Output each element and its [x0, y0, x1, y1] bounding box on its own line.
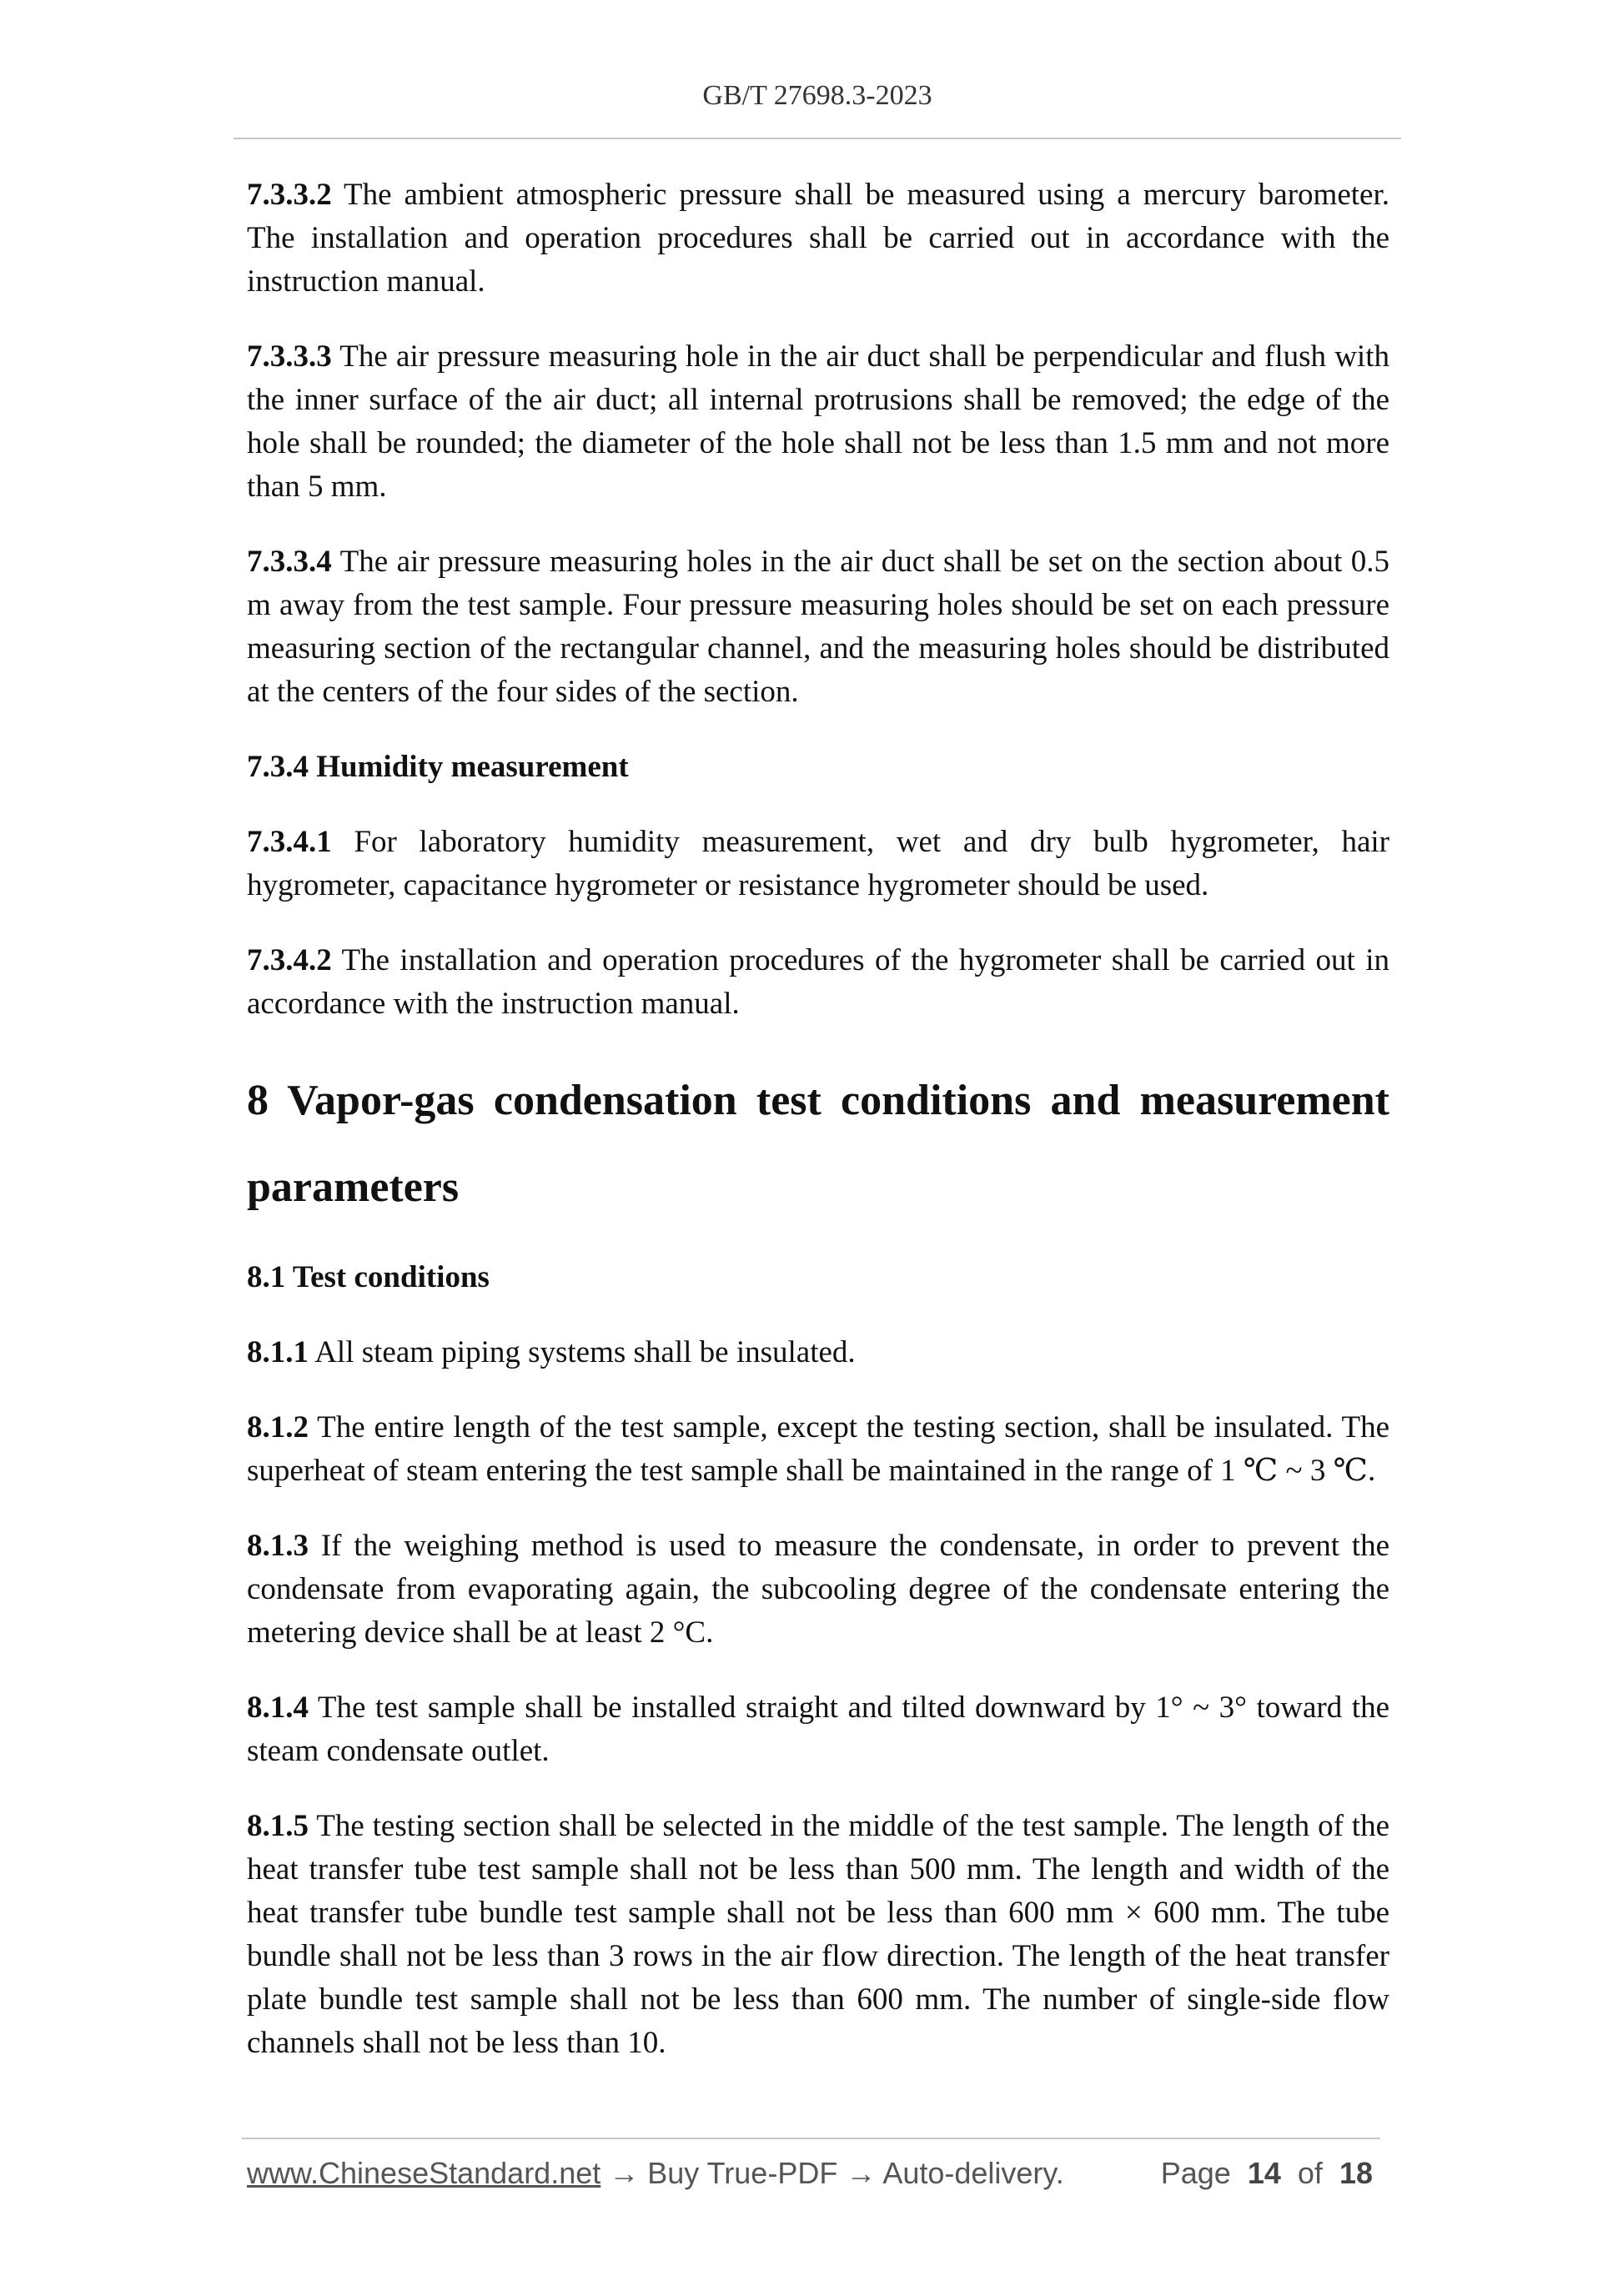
current-page-number: 14 — [1247, 2156, 1281, 2190]
footer-promo-text: → Buy True-PDF → Auto-delivery. — [600, 2156, 1064, 2190]
clause-number: 7.3.3.4 — [247, 545, 332, 579]
clause-number: 8.1.4 — [247, 1691, 309, 1725]
clause-number: 8.1.5 — [247, 1809, 309, 1843]
clause-text: The testing section shall be selected in the middle of the test sample. The length of the heat transfer tube test sample shall not be less than 500 mm. The length and width of the heat transfer tube bundle test sample shall not be less than 600 mm × 600 mm. The tube bundle shall not be less than 3 rows in the air flow direction. The length of the heat transfer plate bundle test sample shall not be less than 600 mm. The number of single-side flow channels shall not be less than 10. — [247, 1809, 1389, 2060]
clause-number: 7.3.4.2 — [247, 943, 332, 977]
clause-number: 8.1.1 — [247, 1335, 309, 1369]
page-indicator — [1161, 2156, 1373, 2191]
clause-number: 7.3.4.1 — [247, 825, 332, 859]
clause-8-1-5 — [247, 1805, 1389, 2065]
clause-text: The test sample shall be installed straight and tilted downward by 1° ~ 3° toward the steam condensate outlet. — [247, 1691, 1389, 1768]
clause-number: 8.1.3 — [247, 1529, 309, 1563]
clause-8-1-1 — [247, 1331, 1389, 1374]
clause-text: The ambient atmospheric pressure shall be measured using a mercury barometer. The installation and operation procedures shall be carried out in accordance with the instruction manual. — [247, 178, 1389, 299]
clause-7-3-4-1 — [247, 821, 1389, 907]
clause-8-1-3 — [247, 1525, 1389, 1655]
clause-7-3-3-4 — [247, 540, 1389, 714]
clause-number: 7.3.3.2 — [247, 178, 332, 212]
clause-text: All steam piping systems shall be insulated. — [309, 1335, 856, 1369]
footer-divider — [242, 2138, 1380, 2139]
document-header: GB/T 27698.3-2023 — [702, 80, 932, 111]
clause-number: 7.3.3.3 — [247, 339, 332, 374]
clause-text: The air pressure measuring holes in the air duct shall be set on the section about 0.5 m away from the test sample. Four pressure measuring holes should be set on each pressure measuring section of the rectangular channel, and the measuring holes should be distributed at the centers of the four sides of the section. — [247, 545, 1389, 709]
section-heading-7-3-4: 7.3.4 Humidity measurement — [247, 750, 629, 784]
page-label: Page — [1160, 2156, 1231, 2190]
clause-7-3-4-2 — [247, 939, 1389, 1026]
page-footer — [247, 2156, 1381, 2198]
page-body — [247, 173, 1389, 2097]
footer-promo — [247, 2156, 1064, 2191]
clause-text: For laboratory humidity measurement, wet and dry bulb hygrometer, hair hygrometer, capacitance hygrometer or resistance hygrometer should be used. — [247, 825, 1389, 902]
clause-text: If the weighing method is used to measure the condensate, in order to prevent the condensate from evaporating again, the subcooling degree of the condensate entering the metering device shall be at least 2 °C. — [247, 1529, 1389, 1650]
page-of-label: of — [1297, 2156, 1323, 2190]
clause-number: 8.1.2 — [247, 1410, 309, 1444]
total-pages-number: 18 — [1339, 2156, 1373, 2190]
clause-8-1-4 — [247, 1686, 1389, 1773]
clause-text: The installation and operation procedures of the hygrometer shall be carried out in accordance with the instruction manual. — [247, 943, 1389, 1021]
clause-7-3-3-2 — [247, 173, 1389, 304]
chapter-heading-8: 8 Vapor-gas condensation test conditions and measurement parameters — [247, 1077, 1389, 1211]
clause-7-3-3-3 — [247, 335, 1389, 509]
clause-text: The air pressure measuring hole in the air duct shall be perpendicular and flush with the inner surface of the air duct; all internal protrusions shall be removed; the edge of the hole shall be rounded; the diameter of the hole shall not be less than 1.5 mm and not more than 5 mm. — [247, 339, 1389, 504]
section-heading-8-1: 8.1 Test conditions — [247, 1260, 490, 1294]
header-divider — [234, 138, 1401, 139]
clause-text: The entire length of the test sample, except the testing section, shall be insulated. The superheat of steam entering the test sample shall be maintained in the range of 1 ℃ ~ 3 ℃. — [247, 1410, 1389, 1488]
clause-8-1-2 — [247, 1406, 1389, 1493]
website-link[interactable]: www.ChineseStandard.net — [247, 2156, 601, 2190]
